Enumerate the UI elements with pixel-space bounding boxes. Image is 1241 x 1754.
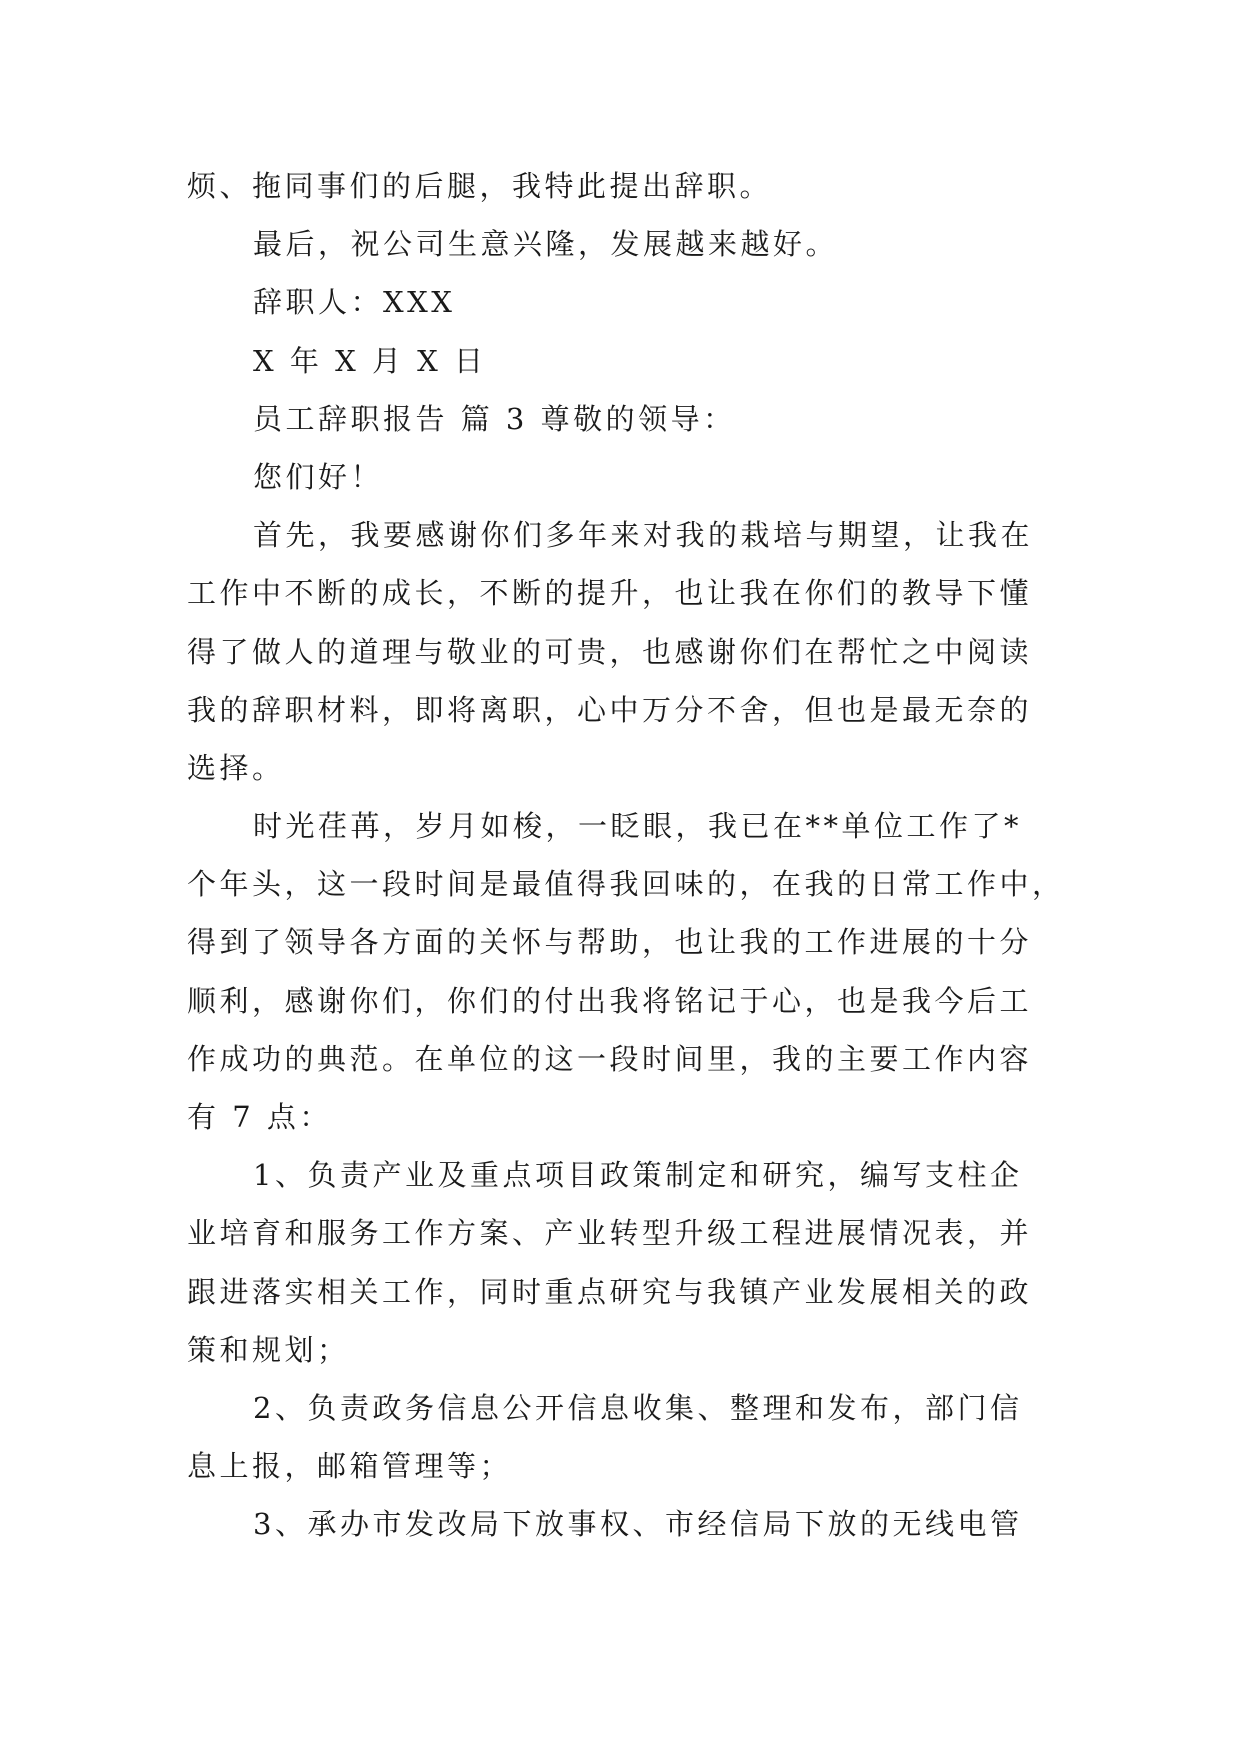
text-line: 策和规划； — [187, 1332, 350, 1367]
text-line: 顺利，感谢你们，你们的付出我将铭记于心，也是我今后工 — [187, 983, 1033, 1018]
document-body — [187, 157, 1067, 1554]
text-line: 您们好！ — [253, 459, 384, 494]
text-line: 个年头，这一段时间是最值得我回味的，在我的日常工作中， — [187, 867, 1065, 902]
text-line: 首先，我要感谢你们多年来对我的栽培与期望，让我在 — [253, 518, 1034, 553]
text-line: 最后，祝公司生意兴隆，发展越来越好。 — [253, 227, 839, 262]
text-line: 员工辞职报告 篇 3 尊敬的领导： — [253, 401, 736, 436]
text-line: 我的辞职材料，即将离职，心中万分不舍，但也是最无奈的 — [187, 692, 1033, 727]
text-line: 1、负责产业及重点项目政策制定和研究，编写支柱企 — [253, 1158, 1023, 1193]
text-line: 得到了领导各方面的关怀与帮助，也让我的工作进展的十分 — [187, 925, 1033, 960]
text-line: 有 7 点： — [187, 1100, 332, 1134]
text-line: 跟进落实相关工作，同时重点研究与我镇产业发展相关的政 — [187, 1274, 1033, 1309]
text-line: 工作中不断的成长，不断的提升，也让我在你们的教导下懂 — [187, 576, 1033, 611]
text-line: 3、承办市发改局下放事权、市经信局下放的无线电管 — [253, 1507, 1023, 1542]
text-line: X 年 X 月 X 日 — [253, 343, 487, 378]
text-line: 时光荏苒，岁月如梭，一眨眼，我已在**单位工作了* — [253, 809, 1023, 844]
text-line: 作成功的典范。在单位的这一段时间里，我的主要工作内容 — [187, 1041, 1033, 1076]
text-line: 息上报，邮箱管理等； — [187, 1449, 513, 1484]
text-line: 烦、拖同事们的后腿，我特此提出辞职。 — [187, 169, 773, 203]
text-line: 业培育和服务工作方案、产业转型升级工程进展情况表，并 — [187, 1216, 1033, 1251]
text-line: 得了做人的道理与敬业的可贵，也感谢你们在帮忙之中阅读 — [187, 634, 1033, 669]
text-line: 选择。 — [187, 750, 285, 785]
text-line: 2、负责政务信息公开信息收集、整理和发布，部门信 — [253, 1390, 1023, 1425]
text-line: 辞职人：XXX — [253, 285, 456, 320]
